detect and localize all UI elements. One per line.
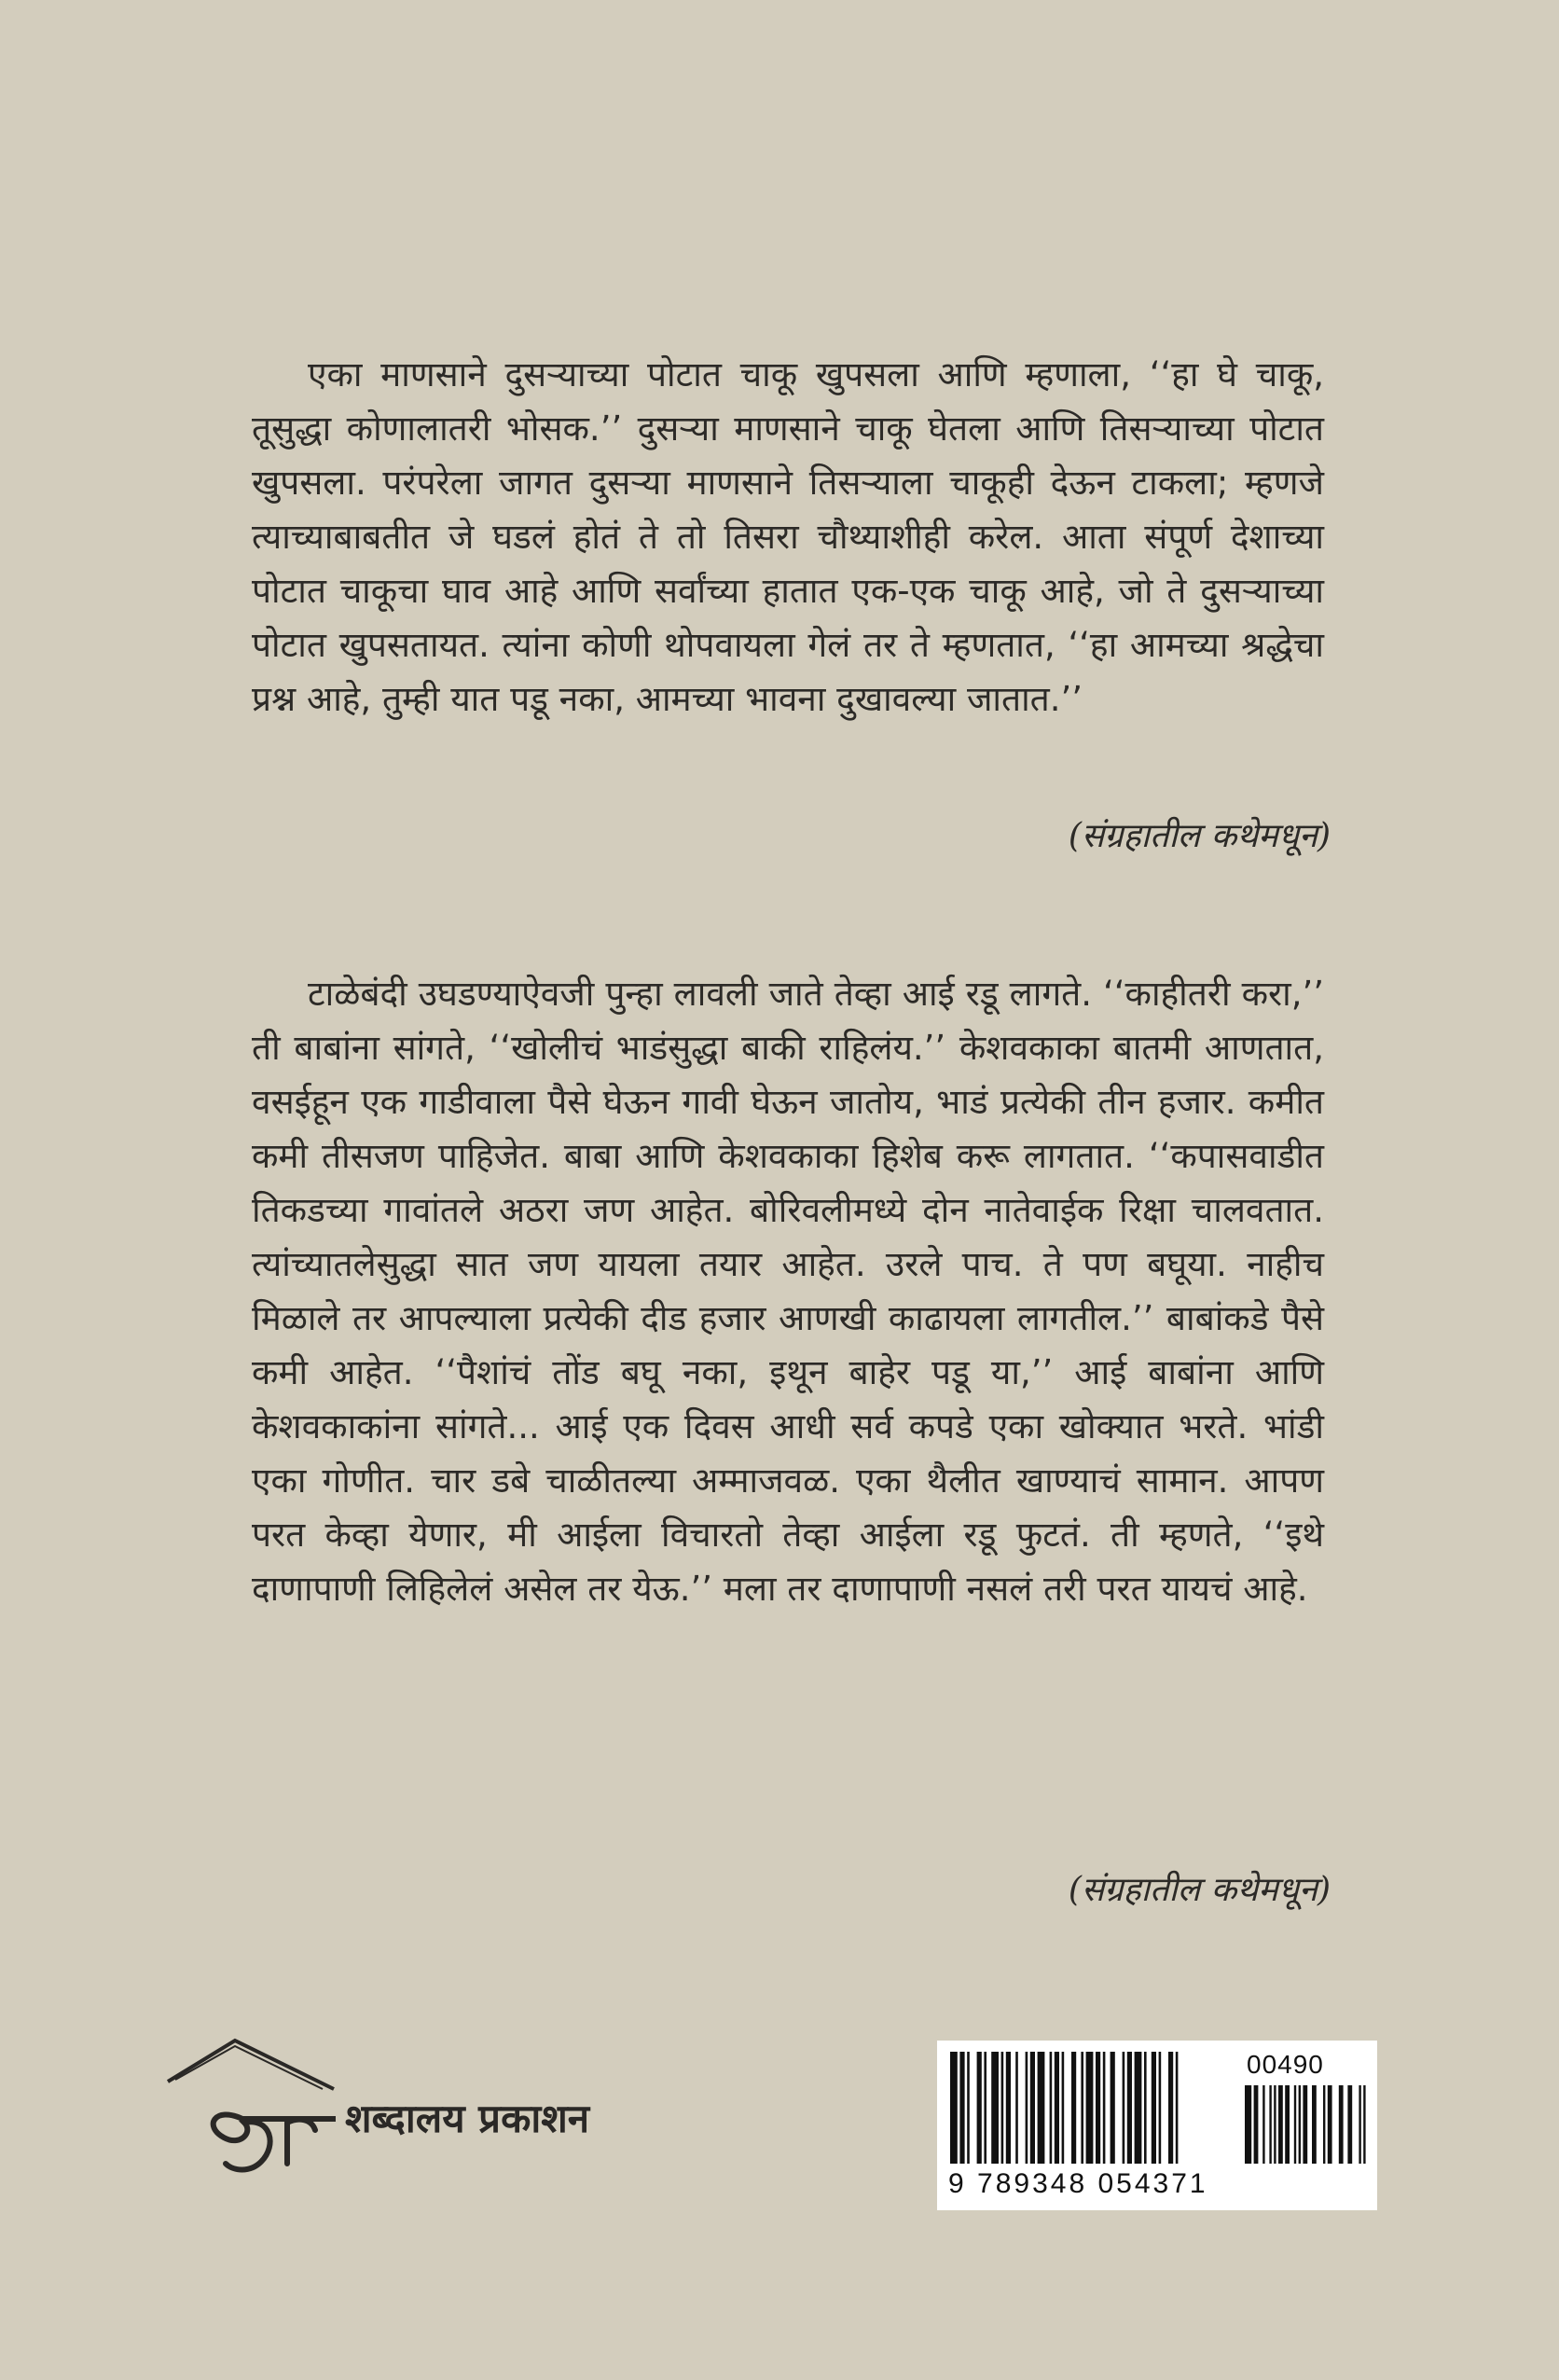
publisher-name: शब्दालय प्रकाशन <box>345 2096 590 2141</box>
publisher-logo <box>159 2033 643 2182</box>
excerpt-2-paragraph: टाळेबंदी उघडण्याऐवजी पुन्हा लावली जाते तेव्हा आई रडू लागते. ‘‘काहीतरी करा,’’ ती बाबांना सांगते, ‘‘खोलीचं भाडंसुद्धा बाकी राहिलंय.’’ केशवकाका बातमी आणतात, वसईहून एक गाडीवाला पैसे घेऊन गावी घेऊन जातोय, भाडं प्रत्येकी तीन हजार. कमीत कमी तीसजण पाहिजेत. बाबा आणि केशवकाका हिशेब करू लागतात. ‘‘कपासवाडीत तिकडच्या गावांतले अठरा जण आहेत. बोरिवलीमध्ये दोन नातेवाईक रिक्षा चालवतात. त्यांच्यातलेसुद्धा सात जण यायला तयार आहेत. उरले पाच. ते पण बघूया. नाहीच मिळाले तर आपल्याला प्रत्येकी दीड हजार आणखी काढायला लागतील.’’ बाबांकडे पैसे कमी आहेत. ‘‘पैशांचं तोंड बघू नका, इथून बाहेर पडू या,’’ आई बाबांना आणि केशवकाकांना सांगते... आई एक दिवस आधी सर्व कपडे एका खोक्यात भरते. भांडी एका गोणीत. चार डबे चाळीतल्या अम्माजवळ. एका थैलीत खाण्याचं सामान. आपण परत केव्हा येणार, मी आईला विचारतो तेव्हा आईला रडू फुटतं. ती म्हणते, ‘‘इथे दाणापाणी लिहिलेलं असेल तर येऊ.’’ मला तर दाणापाणी नसलं तरी परत यायचं आहे. <box>252 974 1324 1609</box>
excerpt-1-credit: (संग्रहातील कथेमधून) <box>1068 817 1331 855</box>
excerpt-1-paragraph: एका माणसाने दुसऱ्याच्या पोटात चाकू खुपसला आणि म्हणाला, ‘‘हा घे चाकू, तूसुद्धा कोणालातरी भोसक.’’ दुसऱ्या माणसाने चाकू घेतला आणि तिसऱ्याच्या पोटात खुपसला. परंपरेला जागत दुसऱ्या माणसाने तिसऱ्याला चाकूही देऊन टाकला; म्हणजे त्याच्याबाबतीत जे घडलं होतं ते तो तिसरा चौथ्याशीही करेल. आता संपूर्ण देशाच्या पोटात चाकूचा घाव आहे आणि सर्वांच्या हातात एक-एक चाकू आहे, जो ते दुसऱ्याच्या पोटात खुपसतायत. त्यांना कोणी थोपवायला गेलं तर ते म्हणतात, ‘‘हा आमच्या श्रद्धेचा प्रश्न आहे, तुम्ही यात पडू नका, आमच्या भावना दुखावल्या जातात.’’ <box>252 354 1324 719</box>
barcode-isbn-digits: 9 789348 054371 <box>948 2168 1208 2199</box>
isbn-barcode <box>937 2041 1377 2210</box>
publisher-roof-emblem-icon <box>159 2033 354 2182</box>
barcode-price-code: 00490 <box>1247 2050 1324 2079</box>
excerpt-2-credit: (संग्रहातील कथेमधून) <box>1068 1871 1331 1909</box>
